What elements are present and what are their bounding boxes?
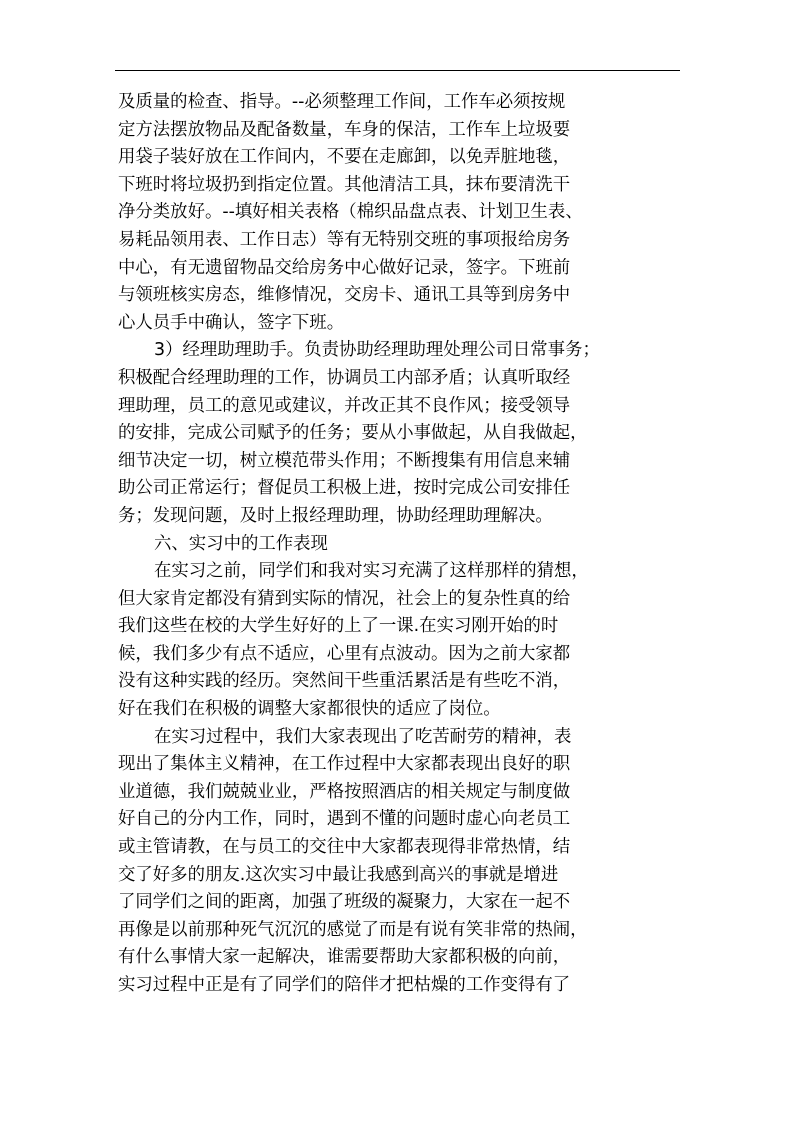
document-body <box>118 89 678 1000</box>
text-line: 没有这种实践的经历。突然间干些重活累活是有些吃不消， <box>118 671 571 692</box>
text-line: 再像是以前那种死气沉沉的感觉了而是有说有笑非常的热闹， <box>118 919 588 940</box>
text-line: 定方法摆放物品及配备数量，车身的保洁，工作车上垃圾要 <box>118 119 571 140</box>
text-line: 易耗品领用表、工作日志）等有无特别交班的事项报给房务 <box>118 229 571 250</box>
text-line: 与领班核实房态，维修情况，交房卡、通讯工具等到房务中 <box>118 285 571 306</box>
text-line: 在实习过程中，我们大家表现出了吃苦耐劳的精神，表 <box>154 726 572 747</box>
text-line: 但大家肯定都没有猜到实际的情况，社会上的复杂性真的给 <box>118 588 571 609</box>
text-line: 业道德，我们兢兢业业，严格按照酒店的相关规定与制度做 <box>118 781 571 802</box>
text-line: 了同学们之间的距离，加强了班级的凝聚力，大家在一起不 <box>118 892 571 913</box>
text-line: 细节决定一切，树立模范带头作用；不断搜集有用信息来辅 <box>118 450 571 471</box>
text-line: 好在我们在积极的调整大家都很快的适应了岗位。 <box>118 699 501 720</box>
text-line: 在实习之前，同学们和我对实习充满了这样那样的猜想， <box>154 561 589 582</box>
header-rule <box>115 70 680 71</box>
text-line: 我们这些在校的大学生好好的上了一课.在实习刚开始的时 <box>118 616 559 637</box>
text-line: 现出了集体主义精神，在工作过程中大家都表现出良好的职 <box>118 754 571 775</box>
text-line: 好自己的分内工作，同时，遇到不懂的问题时虚心向老员工 <box>118 809 571 830</box>
text-line: 用袋子装好放在工作间内，不要在走廊卸，以免弄脏地毯， <box>118 147 571 168</box>
text-line: 理助理，员工的意见或建议，并改正其不良作风；接受领导 <box>118 395 571 416</box>
text-line: 的安排，完成公司赋予的任务；要从小事做起，从自我做起， <box>118 423 588 444</box>
text-line: 下班时将垃圾扔到指定位置。其他清洁工具，抹布要清洗干 <box>118 174 571 195</box>
section-heading: 六、实习中的工作表现 <box>154 533 328 554</box>
text-line: 心人员手中确认，签字下班。 <box>118 312 345 333</box>
text-line: 候，我们多少有点不适应，心里有点波动。因为之前大家都 <box>118 643 571 664</box>
text-line: 交了好多的朋友.这次实习中最让我感到高兴的事就是增进 <box>118 864 559 885</box>
text-line: 中心，有无遗留物品交给房务中心做好记录，签字。下班前 <box>118 257 571 278</box>
text-line: 积极配合经理助理的工作，协调员工内部矛盾；认真听取经 <box>118 367 571 388</box>
text-line: 或主管请教，在与员工的交往中大家都表现得非常热情，结 <box>118 837 571 858</box>
text-line: 有什么事情大家一起解决，谁需要帮助大家都积极的向前， <box>118 947 571 968</box>
text-line: 净分类放好。--填好相关表格（棉织品盘点表、计划卫生表、 <box>118 202 583 223</box>
text-line: 及质量的检查、指导。--必须整理工作间，工作车必须按规 <box>118 92 566 112</box>
text-line: 助公司正常运行；督促员工积极上进，按时完成公司安排任 <box>118 478 571 499</box>
text-line: 实习过程中正是有了同学们的陪伴才把枯燥的工作变得有了 <box>118 975 571 995</box>
text-line: 务；发现问题，及时上报经理助理，协助经理助理解决。 <box>118 505 553 526</box>
text-line: 3）经理助理助手。负责协助经理助理处理公司日常事务； <box>154 340 600 361</box>
